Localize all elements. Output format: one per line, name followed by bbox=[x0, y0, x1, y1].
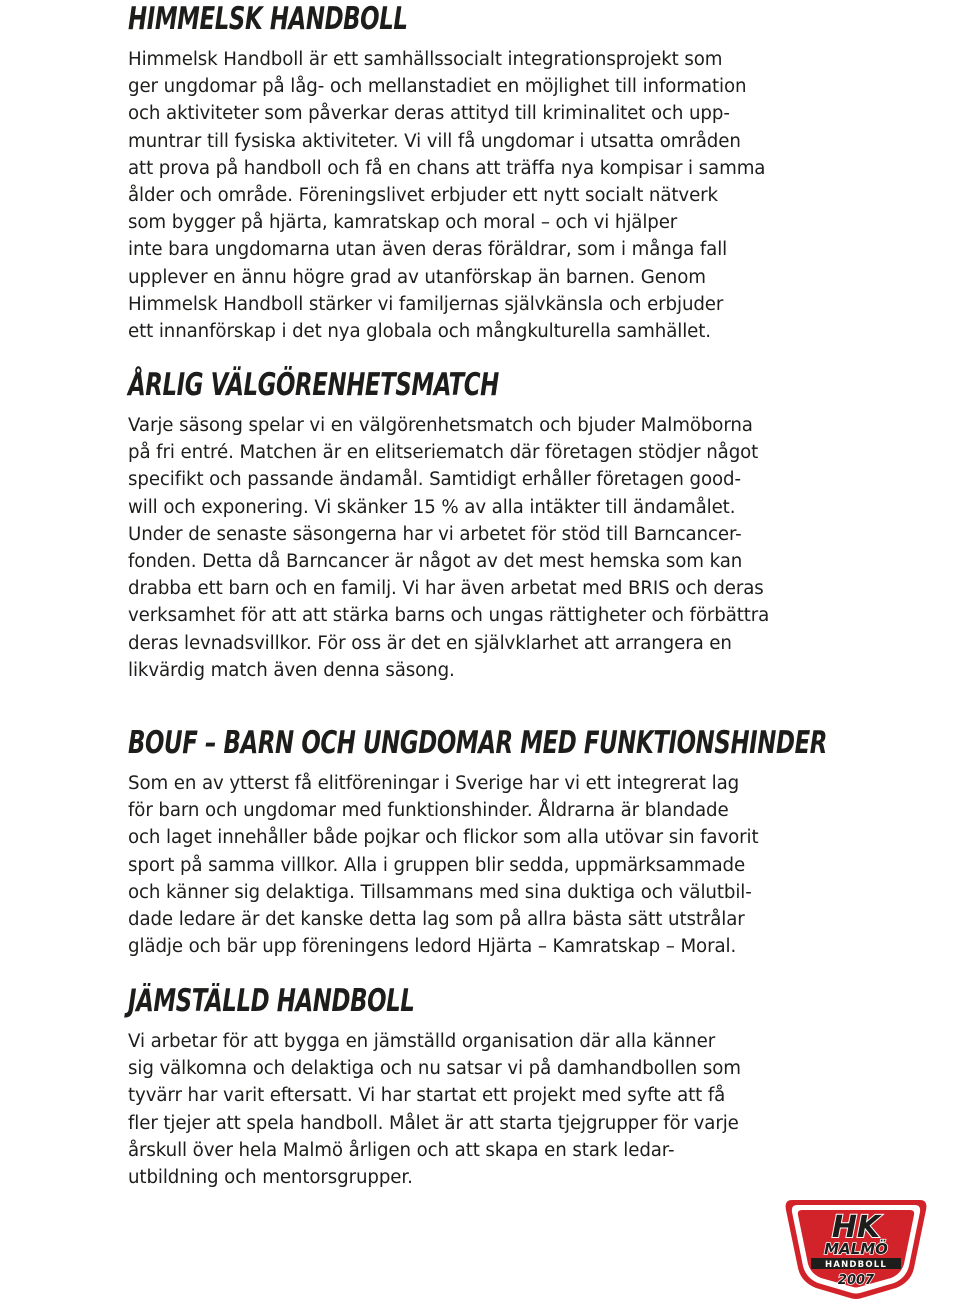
section-heading: HIMMELSK HANDBOLL bbox=[128, 1, 408, 37]
section-equal-handball bbox=[128, 984, 840, 1191]
hk-malmo-logo bbox=[778, 1190, 934, 1300]
section-heading: ÅRLIG VÄLGÖRENHETSMATCH bbox=[128, 367, 499, 403]
section-heading: JÄMSTÄLLD HANDBOLL bbox=[128, 983, 415, 1019]
section-body: Vi arbetar för att bygga en jämställd organisation där alla känner sig välkomna och delaktiga och nu satsar vi på damhandbollen som tyvärr har varit eftersatt. Vi har startat ett projekt med syfte att få fler tjejer att spela handboll. Målet är att starta tjejgrupper för varje årskull över hela Malmö årligen och att skapa en stark ledar- utbildning och mentorsgrupper. bbox=[128, 1031, 741, 1189]
section-heading: BOUF – BARN OCH UNGDOMAR MED FUNKTIONSHINDER bbox=[128, 725, 828, 761]
section-body: Himmelsk Handboll är ett samhällssocialt integrationsprojekt som ger ungdomar på låg- och mellanstadiet en möjlighet till information och aktiviteter som påverkar deras attityd till kriminalitet och upp- muntrar till fysiska aktiviteter. Vi vill få ungdomar i utsatta områden att prova på handboll och få en chans att träffa nya kompisar i samma ålder och område. Föreningslivet erbjuder ett nytt socialt nätverk som bygger på hjärta, kamratskap och moral – och vi hjälper inte bara ungdomarna utan även deras föräldrar, som i många fall upplever en ännu högre grad av utanförskap än barnen. Genom Himmelsk Handboll stärker vi familjernas självkänsla och erbjuder ett innanförskap i det nya globala och mångkulturella samhället. bbox=[128, 49, 766, 343]
logo-year: 2007 bbox=[837, 1273, 875, 1288]
section-himmelsk-handboll bbox=[128, 2, 840, 345]
logo-city: MALMÖ bbox=[824, 1240, 888, 1258]
logo-initials: HK bbox=[831, 1210, 881, 1245]
section-charity-match bbox=[128, 368, 840, 684]
logo-sport: HANDBOLL bbox=[825, 1260, 887, 1270]
section-bouf bbox=[128, 726, 840, 960]
section-body: Varje säsong spelar vi en välgörenhetsmatch och bjuder Malmöborna på fri entré. Matchen är en elitseriematch där företagen stödjer något specifikt och passande ändamål. Samtidigt erhåller företagen good- will och exponering. Vi skänker 15 % av alla intäkter till ändamålet. Under de senaste säsongerna har vi arbetet för stöd till Barncancer- fonden. Detta då Barncancer är något av det mest hemska som kan drabba ett barn och en familj. Vi har även arbetat med BRIS och deras verksamhet för att att stärka barns och ungas rättigheter och förbättra deras levnadsvillkor. För oss är det en självklarhet att arrangera en likvärdig match även denna säsong. bbox=[128, 415, 770, 681]
section-body: Som en av ytterst få elitföreningar i Sverige har vi ett integrerat lag för barn och ungdomar med funktionshinder. Åldrarna är blandade och laget innehåller både pojkar och flickor som alla utövar sin favorit sport på samma villkor. Alla i gruppen blir sedda, uppmärksammade och känner sig delaktiga. Tillsammans med sina duktiga och välutbil- dade ledare är det kanske detta lag som på allra bästa sätt utstrålar glädje och bär upp föreningens ledord Hjärta – Kamratskap – Moral. bbox=[128, 773, 759, 958]
